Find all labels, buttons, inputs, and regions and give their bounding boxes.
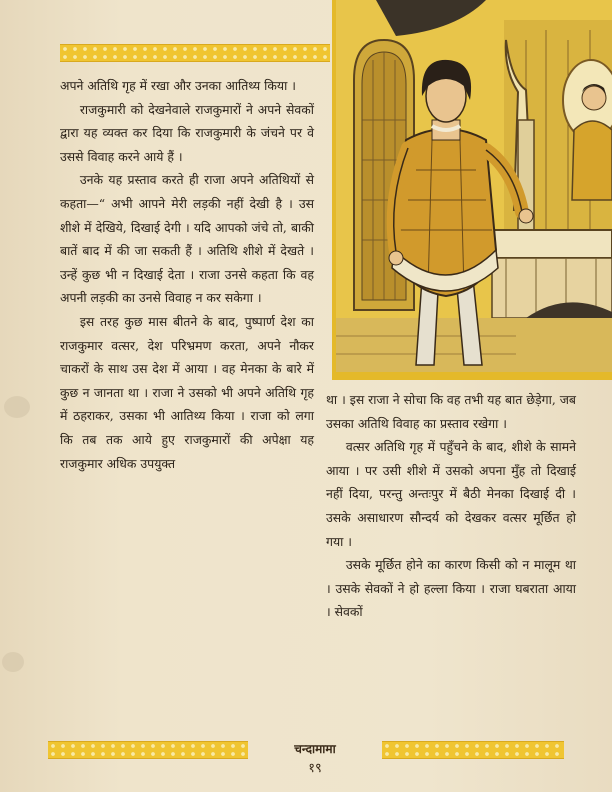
prince-at-mirror-illustration [336,0,612,372]
paper-stain [2,652,24,672]
paragraph: उनके यह प्रस्ताव करते ही राजा अपने अतिथियों से कहता—“ अभी आपने मेरी लड़की नहीं देखी है । उस शीशे में देखिये, दिखाई देगी । यदि आपको जंचे तो, बाकी बातें बाद में की जा सकती हैं । अतिथि शीशे में देखते । उन्हें कुछ भी न दिखाई देता । राजा उनसे कहता कि वह अपनी लड़की का उनसे विवाह न कर सकेगा । [60,172,314,306]
decorative-band-bottom-left [48,741,248,759]
paper-stain [4,396,30,418]
magazine-title: चन्दामामा [294,742,336,756]
paragraph: राजकुमारी को देखनेवाले राजकुमारों ने अपने सेवकों द्वारा यह व्यक्त कर दिया कि राजकुमारी के जंचने पर वे उससे विवाह करने आये हैं । [60,101,314,164]
paragraph: वत्सर अतिथि गृह में पहुँचने के बाद, शीशे के सामने आया । पर उसी शीशे में उसको अपना मुँह तो दिखाई नहीं दिया, परन्तु अन्तःपुर में बैठी मेनका दिखाई दी । उसके असाधारण सौन्दर्य को देखकर वत्सर मूर्छित हो गया । [326,439,576,549]
decorative-band-top [60,44,330,62]
decorative-band-bottom-right [382,741,564,759]
text-column-right [326,388,576,624]
text-column-left [60,74,314,475]
page-number: १९ [308,761,322,776]
paragraph: अपने अतिथि गृह में रखा और उनका आतिथ्य किया । [60,78,296,93]
story-illustration [332,0,612,380]
paragraph: था । इस राजा ने सोचा कि वह तभी यह बात छेड़ेगा, जब उसका अतिथि विवाह का प्रस्ताव रखेगा । [326,392,576,431]
paragraph: उसके मूर्छित होने का कारण किसी को न मालूम था । उसके सेवकों ने हो हल्ला किया । राजा घबराता आया । सेवकों [326,557,576,620]
paragraph: इस तरह कुछ मास बीतने के बाद, पुष्पार्ण देश का राजकुमार वत्सर, देश परिभ्रमण करता, अपने नौकर चाकरों के साथ उस देश में आया । वह मेनका के बारे में कुछ न जानता था । राजा ने उसको भी अपने अतिथि गृह में ठहराकर, उसका भी आतिथ्य किया । राजा को लगा कि तब तक आये हुए राजकुमारों की अपेक्षा यह राजकुमार अधिक उपयुक्त [60,313,314,471]
